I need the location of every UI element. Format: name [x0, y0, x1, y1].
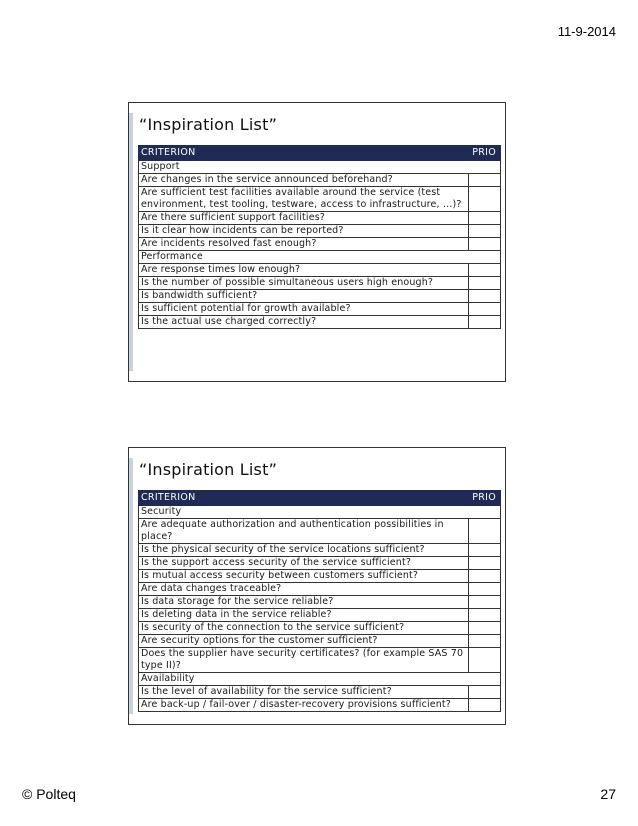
table-row	[139, 557, 501, 570]
prio-cell	[469, 212, 501, 225]
prio-cell	[469, 544, 501, 557]
table-row	[139, 316, 501, 329]
prio-cell	[469, 174, 501, 187]
criterion-cell: Is the physical security of the service locations sufficient?	[139, 544, 469, 557]
prio-cell	[469, 303, 501, 316]
criterion-cell: Is data storage for the service reliable?	[139, 596, 469, 609]
prio-cell	[469, 187, 501, 212]
criterion-cell: Are adequate authorization and authentication possibilities in place?	[139, 519, 469, 544]
criterion-cell: Is it clear how incidents can be reported?	[139, 225, 469, 238]
criterion-column-header: CRITERION	[139, 491, 469, 506]
prio-cell	[469, 277, 501, 290]
prio-cell	[469, 622, 501, 635]
prio-cell	[469, 264, 501, 277]
table-row	[139, 174, 501, 187]
prio-column-header: PRIO	[469, 146, 501, 161]
table-row	[139, 686, 501, 699]
table-row	[139, 635, 501, 648]
table-row	[139, 570, 501, 583]
criterion-cell: Are response times low enough?	[139, 264, 469, 277]
criterion-cell: Is mutual access security between customers sufficient?	[139, 570, 469, 583]
criterion-cell: Are data changes traceable?	[139, 583, 469, 596]
footer-copyright: © Polteq	[22, 786, 76, 802]
table-row	[139, 648, 501, 673]
prio-cell	[469, 238, 501, 251]
section-label: Performance	[139, 251, 501, 264]
table-row	[139, 544, 501, 557]
table-row	[139, 225, 501, 238]
table-row	[139, 303, 501, 316]
criterion-cell: Are changes in the service announced beforehand?	[139, 174, 469, 187]
criterion-cell: Is bandwidth sufficient?	[139, 290, 469, 303]
prio-cell	[469, 316, 501, 329]
slide-2	[128, 447, 506, 725]
table-row	[139, 609, 501, 622]
footer-page-number: 27	[600, 786, 616, 802]
section-label: Availability	[139, 673, 501, 686]
table-header-row	[139, 491, 501, 506]
prio-cell	[469, 609, 501, 622]
criterion-cell: Does the supplier have security certificates? (for example SAS 70 type II)?	[139, 648, 469, 673]
table-row	[139, 699, 501, 712]
criterion-column-header: CRITERION	[139, 146, 469, 161]
slide-title: “Inspiration List”	[139, 460, 278, 479]
criteria-body	[139, 506, 501, 712]
section-label: Support	[139, 161, 501, 174]
table-row	[139, 212, 501, 225]
prio-cell	[469, 596, 501, 609]
criterion-cell: Is the actual use charged correctly?	[139, 316, 469, 329]
section-row	[139, 251, 501, 264]
prio-cell	[469, 225, 501, 238]
criterion-cell: Are sufficient test facilities available around the service (test environment, test tooling, testware, access to infrastructure, …)?	[139, 187, 469, 212]
prio-cell	[469, 699, 501, 712]
section-row	[139, 506, 501, 519]
slide-title: “Inspiration List”	[139, 115, 278, 134]
table-row	[139, 519, 501, 544]
criterion-cell: Is sufficient potential for growth available?	[139, 303, 469, 316]
criterion-cell: Are incidents resolved fast enough?	[139, 238, 469, 251]
slide-accent-bar	[129, 458, 133, 714]
prio-cell	[469, 686, 501, 699]
prio-cell	[469, 290, 501, 303]
page-date: 11-9-2014	[557, 24, 616, 39]
criteria-table	[138, 490, 501, 712]
criterion-cell: Are back-up / fail-over / disaster-recovery provisions sufficient?	[139, 699, 469, 712]
prio-cell	[469, 648, 501, 673]
prio-cell	[469, 557, 501, 570]
criteria-table	[138, 145, 501, 329]
section-row	[139, 673, 501, 686]
criterion-cell: Are security options for the customer sufficient?	[139, 635, 469, 648]
table-row	[139, 238, 501, 251]
table-row	[139, 596, 501, 609]
table-row	[139, 290, 501, 303]
criterion-cell: Is security of the connection to the service sufficient?	[139, 622, 469, 635]
prio-cell	[469, 583, 501, 596]
table-row	[139, 264, 501, 277]
section-row	[139, 161, 501, 174]
criterion-cell: Is the level of availability for the service sufficient?	[139, 686, 469, 699]
section-label: Security	[139, 506, 501, 519]
slide-accent-bar	[129, 113, 133, 371]
criterion-cell: Are there sufficient support facilities?	[139, 212, 469, 225]
prio-column-header: PRIO	[469, 491, 501, 506]
slide-1	[128, 102, 506, 382]
criterion-cell: Is deleting data in the service reliable?	[139, 609, 469, 622]
prio-cell	[469, 519, 501, 544]
table-row	[139, 583, 501, 596]
table-row	[139, 622, 501, 635]
criteria-body	[139, 161, 501, 329]
criterion-cell: Is the number of possible simultaneous users high enough?	[139, 277, 469, 290]
prio-cell	[469, 570, 501, 583]
table-row	[139, 187, 501, 212]
table-header-row	[139, 146, 501, 161]
criterion-cell: Is the support access security of the service sufficient?	[139, 557, 469, 570]
table-row	[139, 277, 501, 290]
prio-cell	[469, 635, 501, 648]
